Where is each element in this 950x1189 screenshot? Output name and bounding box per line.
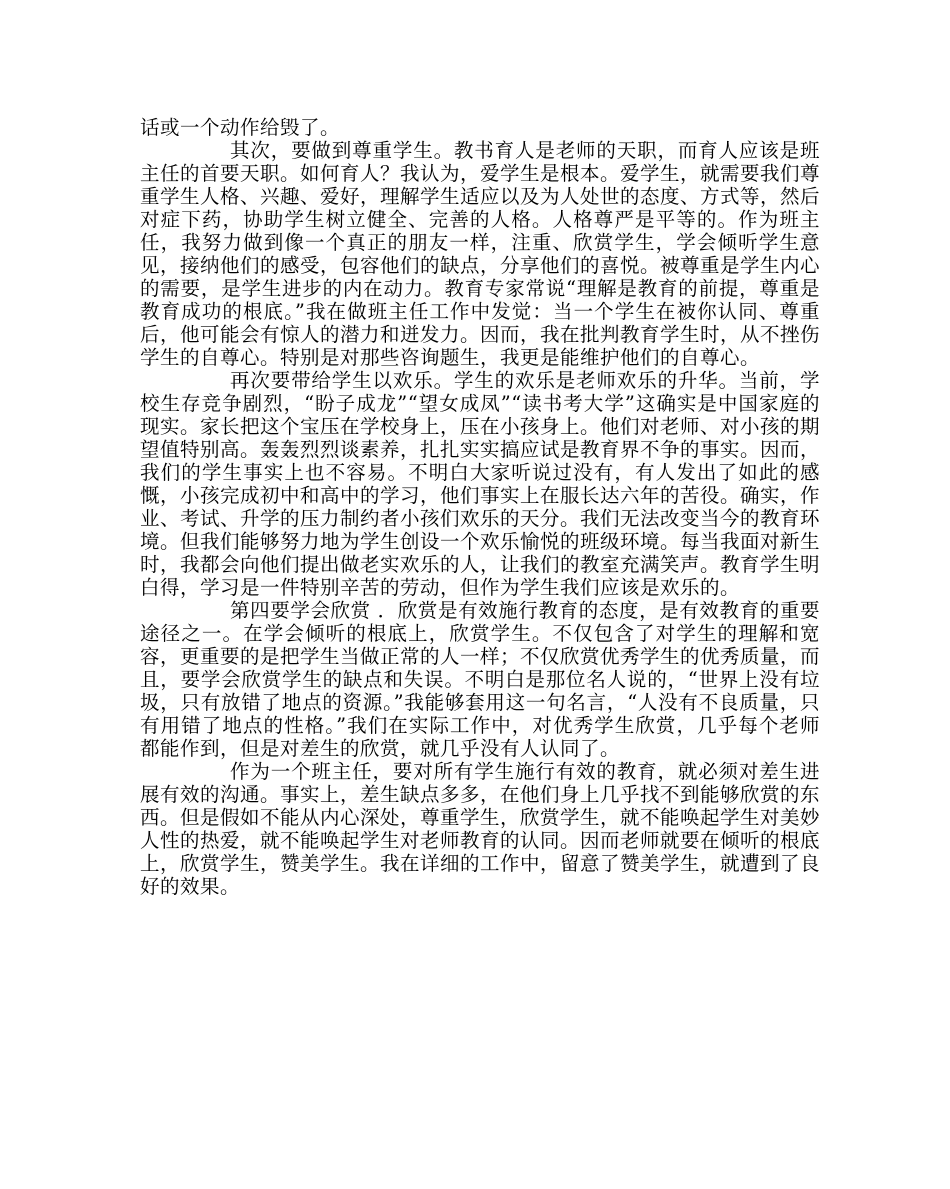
paragraph-1: 话或一个动作给毁了。	[140, 116, 341, 139]
paragraph-bring-joy: 再次要带给学生以欢乐。学生的欢乐是老师欢乐的升华。当前，学校生存竞争剧烈，“盼子成龙”“望女成凤”“读书考大学”这确实是中国家庭的现实。家长把这个宝压在学校身上，压在小孩身上。他们对老师、对小孩的期望值特别高。轰轰烈烈谈素养，扎扎实实搞应试是教育界不争的事实。因而，我们的学生事实上也不容易。不明白大家听说过没有，有人发出了如此的感慨，小孩完成初中和高中的学习，他们事实上在服长达六年的苦役。确实，作业、考试、升学的压力制约者小孩们欢乐的天分。我们无法改变当今的教育环境。但我们能够努力地为学生创设一个欢乐愉悦的班级环境。每当我面对新生时，我都会向他们提出做老实欢乐的人，让我们的教室充满笑声。教育学生明白得，学习是一件特别辛苦的劳动，但作为学生我们应该是欢乐的。	[140, 369, 821, 599]
paragraph-communicate-with-students: 作为一个班主任，要对所有学生施行有效的教育，就必须对差生进展有效的沟通。事实上，差生缺点多多，在他们身上几乎找不到能够欣赏的东西。但是假如不能从内心深处，尊重学生，欣赏学生，就不能唤起学生对美妙人性的热爱，就不能唤起学生对老师教育的认同。因而老师就要在倾听的根底上，欣赏学生，赞美学生。我在详细的工作中，留意了赞美学生，就遭到了良好的效果。	[140, 760, 821, 898]
paragraph-learn-to-appreciate: 第四要学会欣赏 ．欣赏是有效施行教育的态度，是有效教育的重要途径之一。在学会倾听的根底上，欣赏学生。不仅包含了对学生的理解和宽容，更重要的是把学生当做正常的人一样；不仅欣赏优秀学生的优秀质量，而且，要学会欣赏学生的缺点和失误。不明白是那位名人说的，“世界上没有垃圾，只有放错了地点的资源。”我能够套用这一句名言，“人没有不良质量，只有用错了地点的性格。”我们在实际工作中，对优秀学生欣赏，几乎每个老师都能作到，但是对差生的欣赏，就几乎没有人认同了。	[140, 599, 821, 760]
document-body	[140, 116, 820, 898]
paragraph-respect-students: 其次，要做到尊重学生。教书育人是老师的天职，而育人应该是班主任的首要天职。如何育人？我认为，爱学生是根本。爱学生，就需要我们尊重学生人格、兴趣、爱好，理解学生适应以及为人处世的态度、方式等，然后对症下药，协助学生树立健全、完善的人格。人格尊严是平等的。作为班主任，我努力做到像一个真正的朋友一样，注重、欣赏学生，学会倾听学生意见，接纳他们的感受，包容他们的缺点，分享他们的喜悦。被尊重是学生内心的需要，是学生进步的内在动力。教育专家常说“理解是教育的前提，尊重是教育成功的根底。”我在做班主任工作中发觉：当一个学生在被你认同、尊重后，他可能会有惊人的潜力和迸发力。因而，我在批判教育学生时，从不挫伤学生的自尊心。特别是对那些咨询题生，我更是能维护他们的自尊心。	[140, 139, 821, 369]
